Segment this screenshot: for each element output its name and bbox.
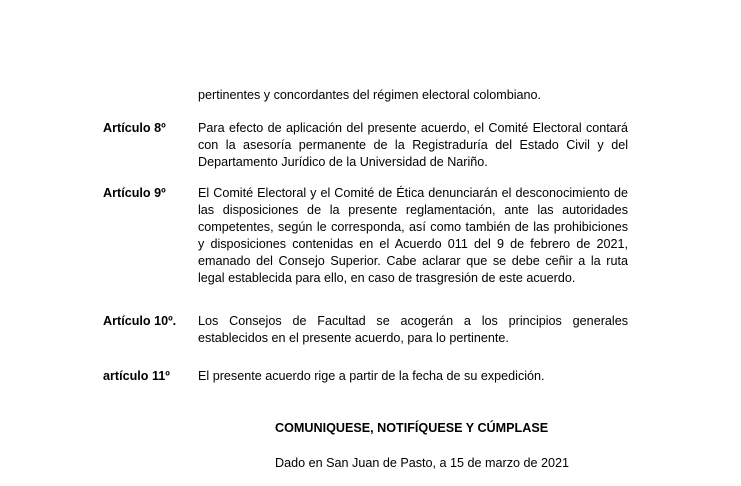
date-line: Dado en San Juan de Pasto, a 15 de marzo de 2021 xyxy=(275,456,570,470)
article-label: Artículo 8º xyxy=(103,121,166,135)
article-text: El Comité Electoral y el Comité de Ética denunciarán el desconocimiento de las disposiciones de la presente reglamentación, ante las autoridades competentes, según le corresponda, así como también de las prohibiciones y disposiciones contenidas en el Acuerdo 011 del 9 de febrero de 2021, emanado del Consejo Superior. Cabe aclarar que se debe ceñir a la ruta legal establecida para ello, en caso de trasgresión de este acuerdo. xyxy=(198,186,628,285)
continuation-paragraph: pertinentes y concordantes del régimen electoral colombiano. xyxy=(198,88,542,102)
article-text: El presente acuerdo rige a partir de la fecha de su expedición. xyxy=(198,369,545,383)
article-label: Artículo 9º xyxy=(103,186,166,200)
article-text: Para efecto de aplicación del presente acuerdo, el Comité Electoral contará con la asesoría permanente de la Registraduría del Estado Civil y del Departamento Jurídico de la Universidad de Nariño. xyxy=(198,121,628,169)
article-label: artículo 11º xyxy=(103,369,170,383)
article-text: Los Consejos de Facultad se acogerán a los principios generales establecidos en el presente acuerdo, para lo pertinente. xyxy=(198,314,628,345)
closing-statement: COMUNIQUESE, NOTIFÍQUESE Y CÚMPLASE xyxy=(275,421,549,435)
article-label: Artículo 10º. xyxy=(103,314,177,328)
